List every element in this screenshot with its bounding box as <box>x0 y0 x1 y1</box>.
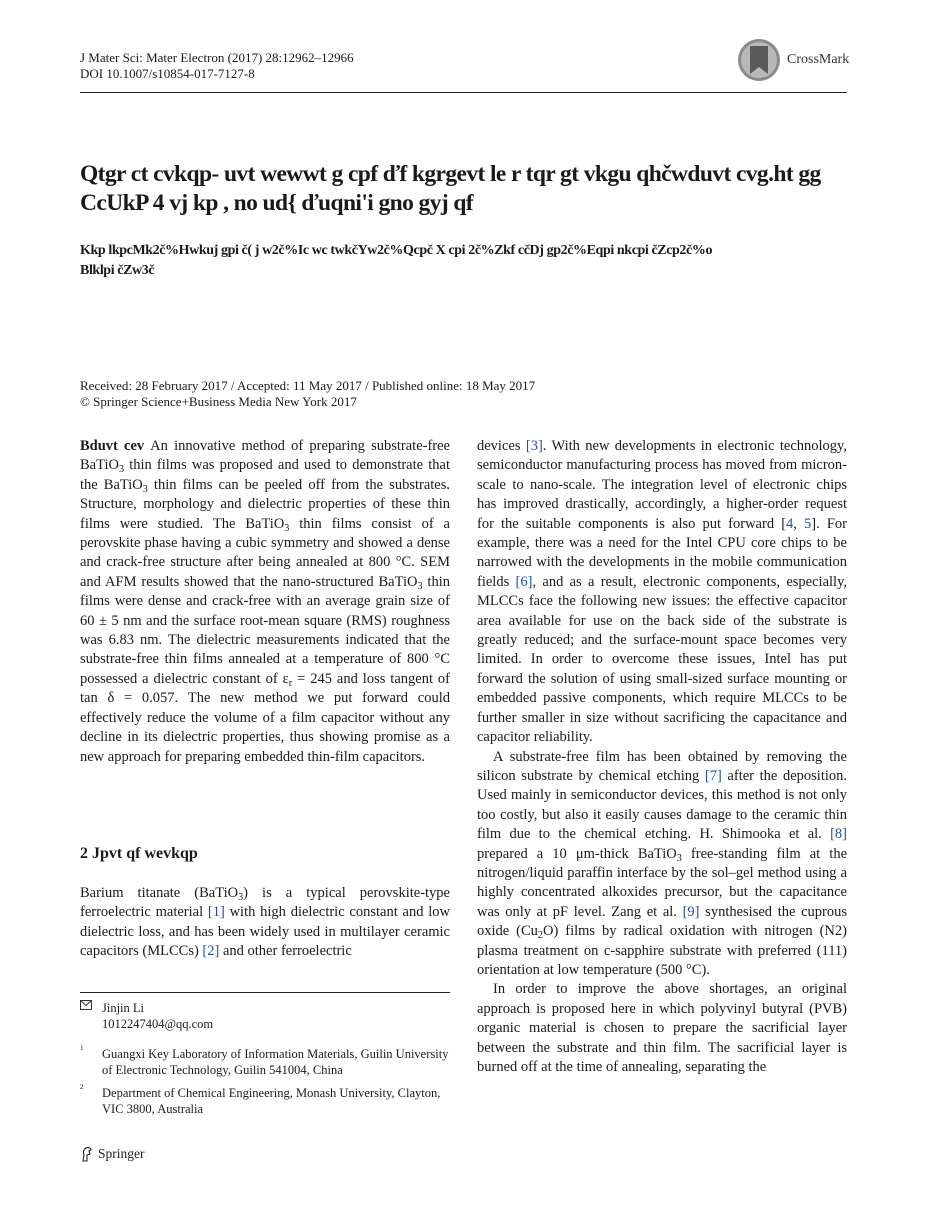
citation-link[interactable]: [2] <box>202 943 220 960</box>
citation-link[interactable]: [7] <box>704 767 722 784</box>
corresponding-email[interactable]: 1012247404@qq.com <box>102 1017 214 1031</box>
right-column <box>477 437 847 1077</box>
citation-link[interactable]: [9] <box>682 903 700 920</box>
citation-link[interactable]: 5 <box>804 515 812 532</box>
article-title <box>80 160 847 218</box>
author-list <box>80 241 847 281</box>
title-line-1: Qtgr ct cvkqp- uvt wewwt g cpf ďf kgrgevt le r tqr gt vkgu qhčwduvt cvg.ht gg <box>80 161 821 187</box>
abstract-paragraph: Bduvt cev An innovative method of preparing substrate-free BaTiO$_3$ thin films was proposed and used to demonstrate that the BaTiO$_3$ thin films can be peeled off from the substrates. Structure, morphology and dielectric properties of these thin films were studied. The BaTiO$_3$ thin films consist of a perovskite phase having a cubic symmetry and showed a dense and crack-free structure after being annealed at 800 °C. SEM and AFM results showed that the nano-structured BaTiO$_3$ thin films were dense and crack-free with an average grain size of 60 ± 5 nm and the surface root-mean square (RMS) roughness was 6.83 nm. The dielectric measurements indicated that the substrate-free thin films annealed at a temperature of 800 °C possessed a dielectric constant of $\varepsilon_r = 245$ and loss tangent of tan δ = 0.057. The new method we put forward could effectively reduce the volume of a film capacitor without any decline in its dielectric properties, thus showing promise as a new approach for preparing embedded thin-film capacitors. <box>80 438 451 765</box>
doi[interactable]: DOI 10.1007/s10854-017-7127-8 <box>80 66 255 81</box>
authors-line-2: Blklpi čZw3č <box>80 263 155 278</box>
right-paragraph-3: In order to improve the above shortages, an original approach is proposed here in which polyvinyl butyral (PVB) organic material is chosen to prepare the sacrificial layer between the substrate and thin film. The sacrificial layer is burned off at the time of annealing, separating the <box>477 981 847 1075</box>
right-paragraph-2: A substrate-free film has been obtained by removing the silicon substrate by chemical etching [7] after the deposition. Used mainly in semiconductor devices, this method is not only too costly, but also it easily causes damage to the ceramic thin film due to the chemical etching. H. Shimooka et al. [8] prepared a 10 μm-thick BaTiO$_3$ free-standing film at the nitrogen/liquid paraffin interface by the sol–gel method using a highly concentrated alkoxides precursor, but the capacitance was only at pF level. Zang et al. [9] synthesised the cuprous oxide $(Cu_2O)$ films by radical oxidation with nitrogen (N2) plasma treatment on c-sapphire substrate with preferred (111) orientation at low temperature (500 °C). <box>477 748 848 978</box>
publisher-footer <box>80 1146 145 1162</box>
authors-line-1: Kkp lkpcMk2č%Hwkuj gpi č( j w2č%Ic wc twkčYw2č%Qcpč X cpi 2č%Zkf cčDj gp2č%Eqpi nkcpi čZcp2č%o <box>80 243 713 258</box>
springer-label: Springer <box>98 1146 145 1161</box>
crossmark-label: CrossMark <box>787 52 850 67</box>
journal-citation: J Mater Sci: Mater Electron (2017) 28:12962–12966 <box>80 50 354 65</box>
publication-dates <box>80 378 535 410</box>
abstract-heading: Bduvt cev <box>80 438 145 454</box>
right-paragraph-1: devices [3]. With new developments in electronic technology, semiconductor manufacturing process has moved from micron-scale to nano-scale. The integration level of electronic chips has improved drastically, accordingly, a higher-order request for the suitable components is also put forward [4, 5]. For example, there was a need for the Intel CPU core chips to be narrowed with the developments in the mobile communication fields [6], and as a result, electronic components, especially, MLCCs face the following new issues: the effective capacitor area available for use on the back side of the substrate is greatly reduced; and the surface-mount space becomes very limited. In order to overcome these issues, Intel has put forward the solution of using small-sized surface mounting or embedded passive components, which require MLCCs to be further smaller in size without sacrificing the capacitance and capacitor reliability. <box>477 438 847 746</box>
corresponding-author <box>80 1000 450 1032</box>
envelope-icon <box>80 1000 102 1032</box>
citation-link[interactable]: [1] <box>207 904 225 921</box>
footnote-rule <box>80 992 450 993</box>
section-heading-introduction: 2 Jpvt qf wevkqp <box>80 845 198 862</box>
corresponding-name: Jinjin Li <box>102 1001 145 1015</box>
header-rule <box>80 92 847 93</box>
title-line-2: CcUkP 4 vj kp , no ud{ ďuqni'i gno gyj qf <box>80 190 474 216</box>
history-line: Received: 28 February 2017 / Accepted: 11 May 2017 / Published online: 18 May 2017 <box>80 378 536 393</box>
citation-link[interactable]: [3] <box>525 438 543 454</box>
abstract <box>80 437 450 767</box>
affiliation-2: $^2$ Department of Chemical Engineering, Monash University, Clayton, VIC 3800, Australia <box>80 1083 441 1116</box>
journal-header <box>80 50 354 82</box>
citation-link[interactable]: [8] <box>830 826 847 843</box>
crossmark-icon <box>737 38 781 82</box>
crossmark-badge[interactable] <box>737 38 852 82</box>
copyright-line: © Springer Science+Business Media New York 2017 <box>80 394 357 409</box>
citation-link[interactable]: [6] <box>515 573 533 590</box>
springer-horse-icon <box>80 1146 94 1162</box>
introduction-paragraph: Barium titanate (BaTiO$_3$) is a typical perovskite-type ferroelectric material [1] with high dielectric constant and low dielectric loss, and has been widely used in multilayer ceramic capacitors (MLCCs) [2] and other ferroelectric <box>80 885 450 960</box>
affiliation-1: $^1$ Guangxi Key Laboratory of Information Materials, Guilin University of Electronic Technology, Guilin 541004, China <box>80 1044 449 1077</box>
citation-link[interactable]: 4 <box>786 515 794 532</box>
